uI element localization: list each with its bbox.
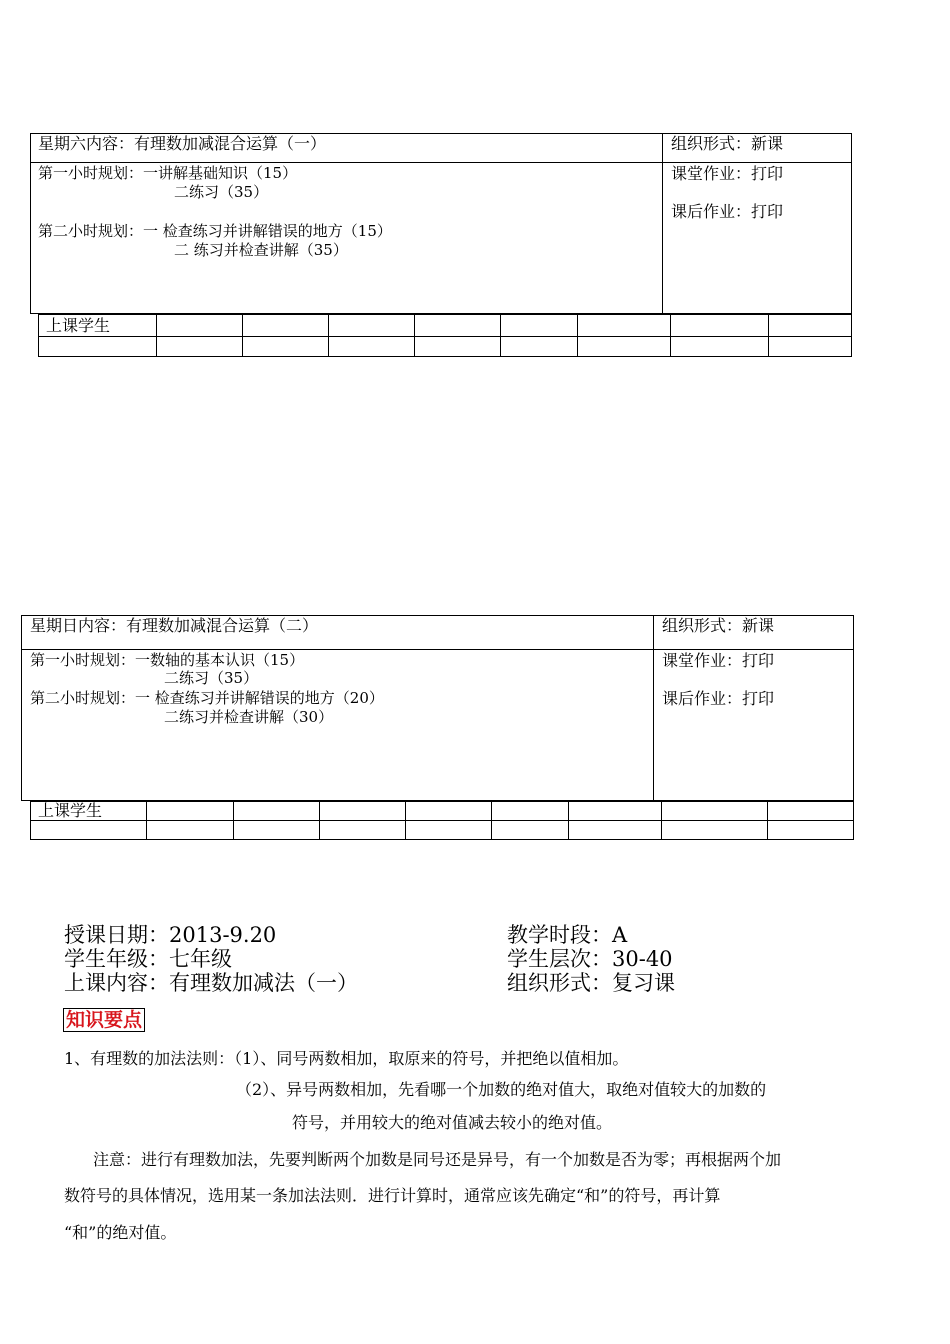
plan1-students-col (577, 314, 578, 357)
plan2-homework: 课后作业：打印 (662, 689, 775, 708)
plan2-divider (21, 649, 854, 650)
plan1-students-label: 上课学生 (46, 316, 111, 335)
plan2-students-col (146, 801, 147, 840)
section-tag: 知识要点 (63, 1008, 145, 1032)
plan1-students-col (670, 314, 671, 357)
plan1-students-col (768, 314, 769, 357)
plan1-students-col (414, 314, 415, 357)
plan1-col-divider (662, 133, 663, 314)
plan1-students-col (242, 314, 243, 357)
student-level: 学生层次：30-40 (507, 947, 673, 971)
plan2-col-divider (653, 615, 654, 801)
lesson-content: 上课内容：有理数加减法（一） (64, 971, 358, 995)
rule-2-cont: 符号，并用较大的绝对值减去较小的绝对值。 (292, 1113, 613, 1132)
rule-1: 1、有理数的加法法则：（1）、同号两数相加，取原来的符号，并把绝以值相加。 (64, 1049, 629, 1068)
plan2-hour2-practice: 二练习并检查讲解（30） (164, 708, 334, 726)
plan1-students-col (156, 314, 157, 357)
plan2-hour1-practice: 二练习（35） (164, 669, 259, 687)
plan1-hour2-practice: 二 练习并检查讲解（35） (174, 241, 348, 259)
rule-2: （2）、异号两数相加，先看哪一个加数的绝对值大，取绝对值较大的加数的 (236, 1080, 767, 1099)
plan2-students-col (661, 801, 662, 840)
plan1-homework: 课后作业：打印 (671, 202, 784, 221)
plan2-students-col (491, 801, 492, 840)
lesson-format: 组织形式：复习课 (507, 971, 675, 995)
plan1-divider (30, 162, 852, 163)
plan2-format: 组织形式：新课 (662, 616, 775, 635)
plan2-students-col (568, 801, 569, 840)
plan2-hour2: 第二小时规划：一 检查练习并讲解错误的地方（20） (30, 689, 384, 707)
plan1-hour1: 第一小时规划：一讲解基础知识（15） (38, 164, 298, 182)
plan1-students-row-divider (38, 336, 852, 337)
plan2-students-label: 上课学生 (38, 801, 103, 820)
plan1-format: 组织形式：新课 (671, 134, 784, 153)
plan1-hour1-practice: 二练习（35） (174, 183, 269, 201)
plan2-students-row-divider (30, 820, 854, 821)
lesson-period: 教学时段：A (507, 923, 628, 947)
plan1-hour2: 第二小时规划：一 检查练习并讲解错误的地方（15） (38, 222, 392, 240)
plan1-students-col (500, 314, 501, 357)
plan2-table (21, 615, 854, 801)
lesson-date: 授课日期：2013-9.20 (64, 923, 277, 947)
plan1-title: 星期六内容：有理数加减混合运算（一） (38, 134, 327, 153)
note-line-2: 数符号的具体情况，选用某一条加法法则．进行计算时，通常应该先确定“和”的符号，再计算 (64, 1186, 721, 1205)
plan2-students-col (767, 801, 768, 840)
plan2-students-col (233, 801, 234, 840)
plan2-students-col (319, 801, 320, 840)
plan2-students-col (405, 801, 406, 840)
plan1-students-col (328, 314, 329, 357)
plan2-title: 星期日内容：有理数加减混合运算（二） (30, 616, 319, 635)
student-grade: 学生年级：七年级 (64, 947, 232, 971)
note-line-1: 注意：进行有理数加法，先要判断两个加数是同号还是异号，有一个加数是否为零；再根据两个加 (93, 1150, 782, 1169)
plan1-classwork: 课堂作业：打印 (671, 164, 784, 183)
plan2-hour1: 第一小时规划：一数轴的基本认识（15） (30, 651, 305, 669)
note-line-3: “和”的绝对值。 (64, 1223, 177, 1242)
plan2-classwork: 课堂作业：打印 (662, 651, 775, 670)
